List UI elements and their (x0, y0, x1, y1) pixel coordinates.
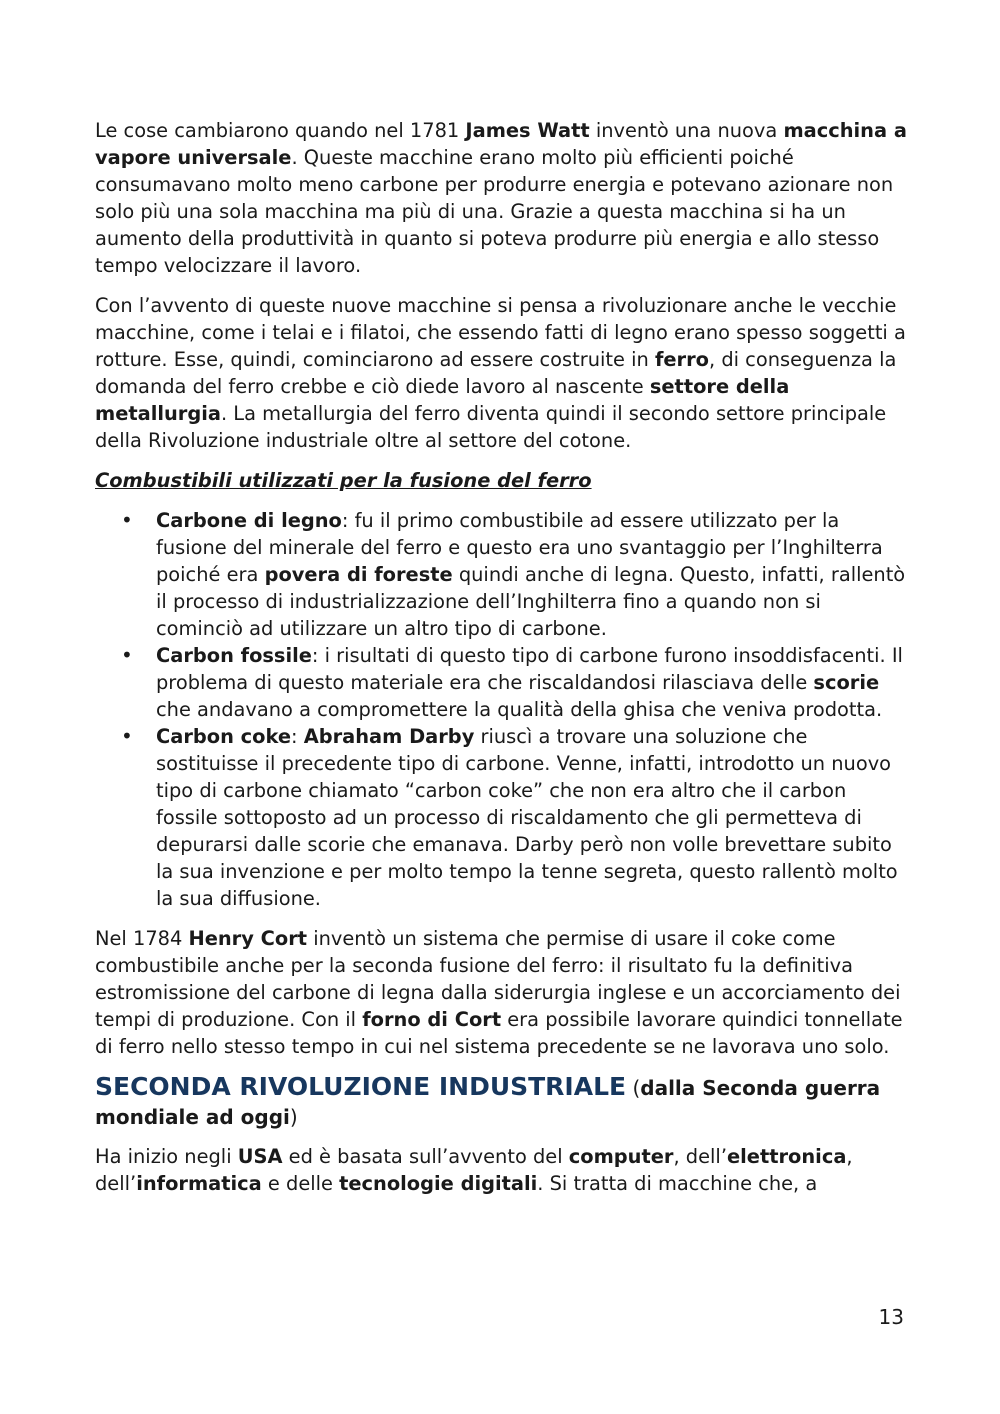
bold-term: scorie (813, 671, 880, 694)
section-subtitle: dalla Seconda guerra mondiale ad oggi (95, 1076, 881, 1129)
bold-term: Carbon fossile (156, 644, 312, 667)
paragraph-james-watt: Le cose cambiarono quando nel 1781 James Watt inventò una nuova macchina a vapore universale. Queste macchine erano molto più efficienti poiché consumavano molto meno carbone per produrre energia e potevano azionare non solo più una sola macchina ma più di una. Grazie a questa macchina si ha un aumento della produttività in quanto si poteva produrre più energia e allo stesso tempo velocizzare il lavoro. (95, 119, 907, 277)
paragraph-henry-cort: Nel 1784 Henry Cort inventò un sistema che permise di usare il coke come combustibile anche per la seconda fusione del ferro: il risultato fu la definitiva estromissione del carbone di legna dalla siderurgia inglese e un accorciamento dei tempi di produzione. Con il forno di Cort era possibile lavorare quindici tonnellate di ferro nello stesso tempo in cui nel sistema precedente se ne lavorava uno solo. (95, 927, 903, 1058)
paragraph-metallurgy: Con l’avvento di queste nuove macchine si pensa a rivoluzionare anche le vecchie macchine, come i telai e i filatoi, che essendo fatti di legno erano spesso soggetti a rotture. Esse, quindi, cominciarono ad essere costruite in ferro, di conseguenza la domanda del ferro crebbe e ciò diede lavoro al nascente settore della metallurgia. La metallurgia del ferro diventa quindi il secondo settore principale della Rivoluzione industriale oltre al settore del cotone. (95, 294, 906, 452)
bold-term: ferro (654, 348, 709, 371)
bullet-icon: • (121, 643, 133, 667)
subheading-fuels: Combustibili utilizzati per la fusione del ferro (95, 469, 592, 492)
bold-term: Carbone di legno (156, 509, 342, 532)
bold-term: Abraham Darby (303, 725, 475, 748)
bold-term: Henry Cort (188, 927, 308, 950)
bullet-icon: • (121, 508, 133, 532)
list-item: • Carbone di legno: fu il primo combustibile ad essere utilizzato per la fusione del minerale del ferro e questo era uno svantaggio per l’Inghilterra poiché era povera di foreste quindi anche di legna. Questo, infatti, rallentò il processo di industrializzazione dell’Inghilterra fino a quando non si cominciò ad utilizzare un altro tipo di carbone. (121, 508, 906, 640)
page-number: 13 (878, 1305, 904, 1329)
bold-term: macchina a vapore universale (95, 119, 907, 169)
bold-term: James Watt (465, 119, 590, 142)
bullet-icon: • (121, 724, 133, 748)
bold-term: Carbon coke (156, 725, 291, 748)
bold-term: settore della metallurgia (95, 375, 790, 425)
list-item: • Carbon fossile: i risultati di questo tipo di carbone furono insoddisfacenti. Il problema di questo materiale era che riscaldandosi rilasciava delle scorie che andavano a compromettere la qualità della ghisa che veniva prodotta. (121, 643, 903, 721)
bold-term: USA (237, 1145, 283, 1168)
bold-term: povera di foreste (264, 563, 453, 586)
paragraph-usa: Ha inizio negli USA ed è basata sull’avvento del computer, dell’elettronica, dell’informatica e delle tecnologie digitali. Si tratta di macchine che, a (95, 1145, 853, 1195)
bold-term: informatica (136, 1172, 262, 1195)
section-heading: SECONDA RIVOLUZIONE INDUSTRIALE (dalla Seconda guerra mondiale ad oggi) (95, 1072, 881, 1129)
section-title: SECONDA RIVOLUZIONE INDUSTRIALE (95, 1072, 627, 1101)
document-page (95, 117, 910, 1210)
fuel-list (95, 507, 910, 912)
bold-term: elettronica (727, 1145, 847, 1168)
bold-term: forno di Cort (362, 1008, 502, 1031)
bold-term: computer (568, 1145, 674, 1168)
bold-term: tecnologie digitali (339, 1172, 538, 1195)
list-item: • Carbon coke: Abraham Darby riuscì a trovare una soluzione che sostituisse il precedente tipo di carbone. Venne, infatti, introdotto un nuovo tipo di carbone chiamato “carbon coke” che non era altro che il carbon fossile sottoposto ad un processo di riscaldamento che gli permetteva di depurarsi dalle scorie che emanava. Darby però non volle brevettare subito la sua invenzione e per molto tempo la tenne segreta, questo rallentò molto la sua diffusione. (121, 724, 898, 910)
